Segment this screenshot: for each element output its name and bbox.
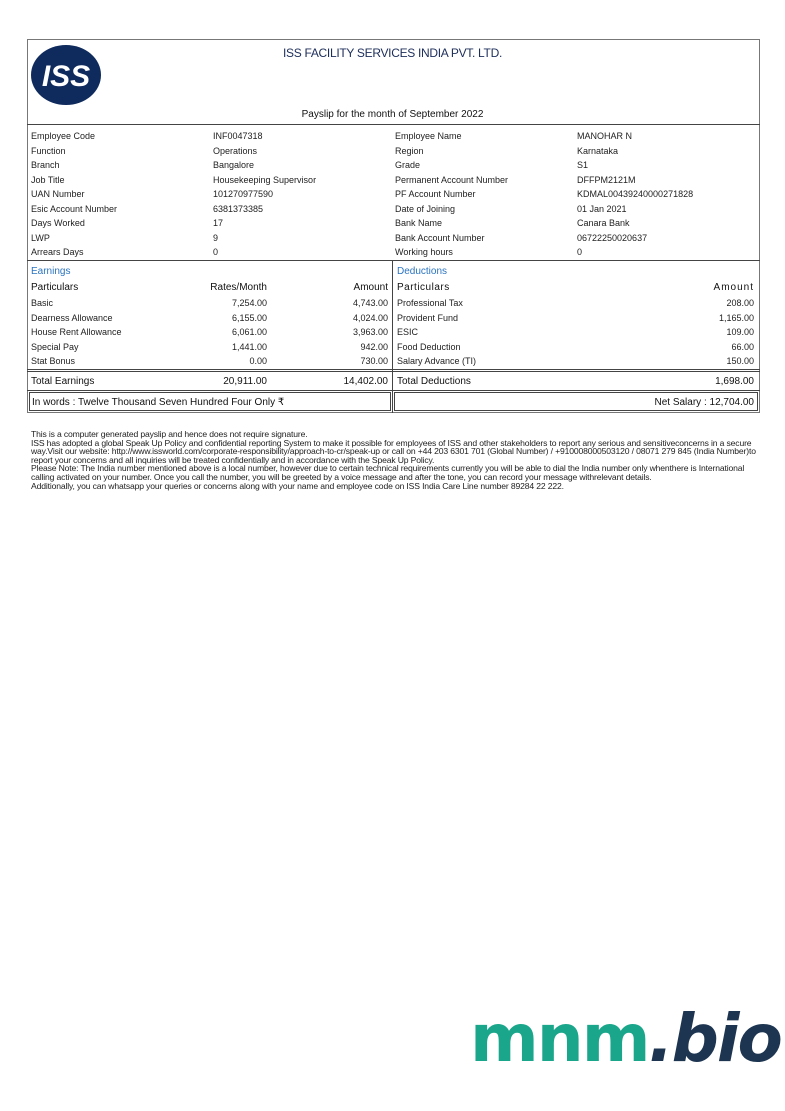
footer-paragraph: ISS has adopted a global Speak Up Policy and confidential reporting System to make it possible for employees of ISS and other stakeholders to report any serious and sensitiveconcerns in a secure way.Visit our website: http://www.issworld.com/corporate-responsibility/approach-to-cr/speak-up or call on +44 203 6301 701 (Global Number) / +910008000503120 / 08071 279 845 (India Number)to report your concerns and all inquiries will be treated confidentially and in accordance with the Speak Up Policy. xyxy=(31,437,759,465)
earning-rate: 1,441.00 xyxy=(231,341,267,352)
footer-paragraph: This is a computer generated payslip and hence does not require signature. xyxy=(31,429,308,439)
info-label: Branch xyxy=(31,160,60,170)
info-label: Esic Account Number xyxy=(31,203,118,214)
svg-text:ISS: ISS xyxy=(41,60,91,93)
watermark-part2: .bio xyxy=(648,1000,781,1077)
deduction-amount: 150.00 xyxy=(726,356,754,366)
deduction-name: Food Deduction xyxy=(397,341,461,352)
net-salary: Net Salary : 12,704.00 xyxy=(654,397,754,408)
earning-rate: 0.00 xyxy=(249,356,267,366)
info-label: Grade xyxy=(395,160,421,170)
earning-amount: 942.00 xyxy=(360,341,388,352)
info-value: Housekeeping Supervisor xyxy=(213,174,317,185)
deduction-amount: 1,165.00 xyxy=(718,312,754,323)
watermark-part1: mnm xyxy=(470,1000,649,1077)
info-value: Bangalore xyxy=(213,160,255,170)
deductions-col-particulars: Particulars xyxy=(397,282,450,293)
earning-amount: 3,963.00 xyxy=(352,327,388,337)
info-value: 17 xyxy=(213,218,224,228)
total-deductions-amount: 1,698.00 xyxy=(715,376,754,387)
earning-amount: 4,024.00 xyxy=(352,312,388,323)
watermark xyxy=(470,1000,781,1077)
info-value: S1 xyxy=(577,160,589,170)
info-value: 0 xyxy=(213,247,219,257)
info-label: Permanent Account Number xyxy=(395,174,509,185)
info-value: 6381373385 xyxy=(213,203,264,214)
deduction-name: ESIC xyxy=(397,327,419,337)
info-label: Job Title xyxy=(31,174,65,185)
info-label: LWP xyxy=(31,232,50,243)
footer-notes xyxy=(31,430,761,490)
earning-name: Dearness Allowance xyxy=(31,312,113,323)
earning-name: Stat Bonus xyxy=(31,356,76,366)
total-deductions-label: Total Deductions xyxy=(397,376,471,387)
deduction-name: Provident Fund xyxy=(397,312,459,323)
earning-rate: 6,061.00 xyxy=(231,327,267,337)
deduction-amount: 208.00 xyxy=(726,298,754,308)
earning-name: Basic xyxy=(31,298,54,308)
info-value: 9 xyxy=(213,232,219,243)
info-value: MANOHAR N xyxy=(577,131,633,141)
earnings-col-particulars: Particulars xyxy=(31,282,79,293)
info-value: INF0047318 xyxy=(213,131,263,141)
info-label: Working hours xyxy=(395,247,453,257)
total-earnings-label: Total Earnings xyxy=(31,376,95,387)
earnings-heading: Earnings xyxy=(31,266,71,277)
info-label: Function xyxy=(31,145,66,156)
deduction-name: Salary Advance (TI) xyxy=(397,356,477,366)
earnings-col-rates: Rates/Month xyxy=(210,282,267,293)
info-label: Days Worked xyxy=(31,218,85,228)
info-value: 101270977590 xyxy=(213,189,274,199)
deductions-col-amount: Amount xyxy=(713,282,754,293)
info-label: Date of Joining xyxy=(395,203,456,214)
deduction-amount: 66.00 xyxy=(731,341,754,352)
info-value: Canara Bank xyxy=(577,218,630,228)
deduction-name: Professional Tax xyxy=(397,298,463,308)
earning-name: House Rent Allowance xyxy=(31,327,122,337)
earning-rate: 7,254.00 xyxy=(231,298,267,308)
earnings-col-amount: Amount xyxy=(353,282,388,293)
total-earnings-amount: 14,402.00 xyxy=(343,376,388,387)
info-label: UAN Number xyxy=(31,189,85,199)
info-label: Employee Code xyxy=(31,131,96,141)
payslip-title: Payslip for the month of September 2022 xyxy=(301,109,484,120)
footer-paragraph: Additionally, you can whatsapp your queries or concerns along with your name and employee code on ISS India Care Line number 89284 22 222. xyxy=(31,480,564,491)
info-label: Bank Account Number xyxy=(395,232,485,243)
info-value: 0 xyxy=(577,247,583,257)
net-salary-in-words: In words : Twelve Thousand Seven Hundred Four Only ₹ xyxy=(32,397,285,408)
info-value: Operations xyxy=(213,145,258,156)
earning-name: Special Pay xyxy=(31,341,79,352)
total-earnings-rate: 20,911.00 xyxy=(223,376,267,387)
deductions-heading: Deductions xyxy=(397,266,448,277)
info-value: DFFPM2121M xyxy=(577,174,636,185)
footer-paragraph: Please Note: The India number mentioned above is a local number, however due to certain technical requirements currently you will be able to dial the India number only whenthere is International calling activated on your number. Once you call the number, you will be greeted by a voice message and after the tone, you can record your message withrelevant details. xyxy=(31,463,747,482)
deduction-amount: 109.00 xyxy=(726,327,754,337)
earning-rate: 6,155.00 xyxy=(231,312,267,323)
company-name: ISS FACILITY SERVICES INDIA PVT. LTD. xyxy=(283,46,502,60)
earning-amount: 730.00 xyxy=(360,356,388,366)
info-value: 06722250020637 xyxy=(577,232,648,243)
info-label: Arrears Days xyxy=(31,247,84,257)
info-value: 01 Jan 2021 xyxy=(577,203,627,214)
info-label: Employee Name xyxy=(395,131,462,141)
earning-amount: 4,743.00 xyxy=(352,298,388,308)
info-label: PF Account Number xyxy=(395,189,476,199)
info-value: Karnataka xyxy=(577,145,619,156)
info-label: Region xyxy=(395,145,424,156)
info-value: KDMAL00439240000271828 xyxy=(577,189,694,199)
info-label: Bank Name xyxy=(395,218,443,228)
